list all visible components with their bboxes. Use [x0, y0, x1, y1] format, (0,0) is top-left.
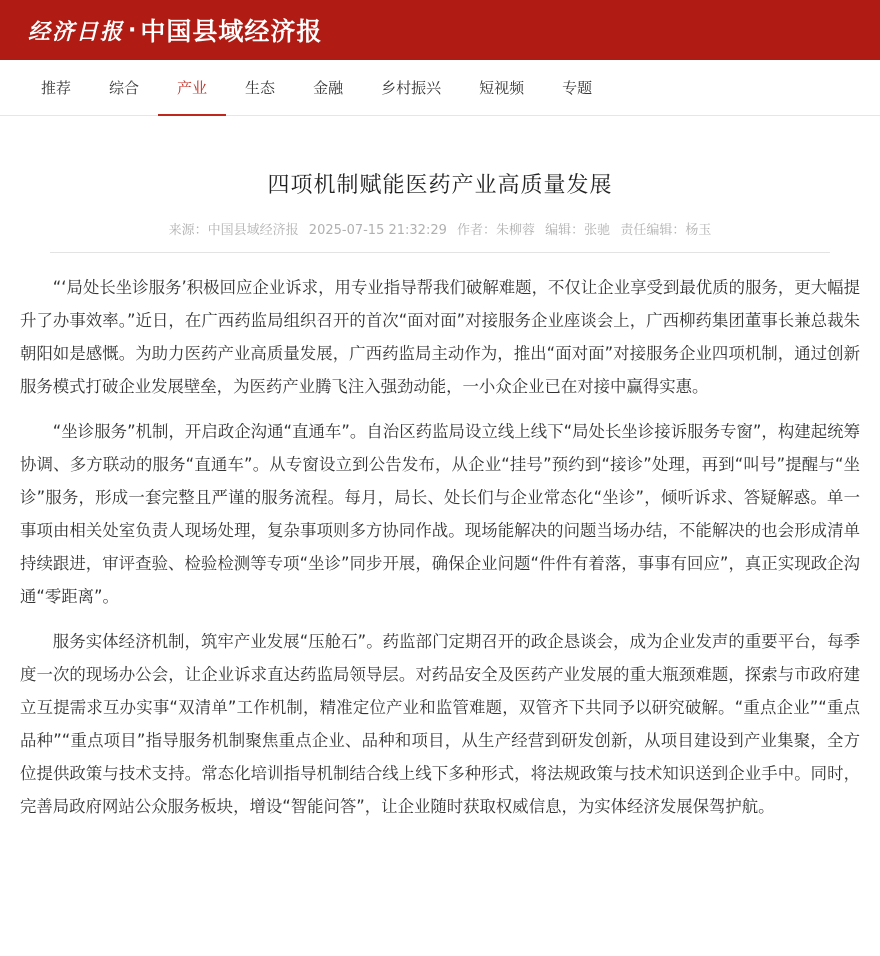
meta-datetime: 2025-07-15 21:32:29 [308, 223, 447, 238]
article-title: 四项机制赋能医药产业高质量发展 [267, 173, 613, 198]
brand-logo-script[interactable]: 经济日报 [28, 18, 125, 45]
nav-tab-rural-revitalization[interactable]: 乡村振兴 [381, 79, 442, 97]
nav-tab-recommend[interactable]: 推荐 [41, 79, 72, 97]
meta-source: 来源：中国县域经济报 [168, 223, 299, 238]
nav-tab-short-video[interactable]: 短视频 [479, 79, 525, 97]
article-body [20, 271, 860, 823]
site-header [0, 0, 880, 60]
brand-separator: · [128, 17, 137, 43]
meta-author: 作者：朱柳蓉 [457, 223, 536, 238]
nav-tab-industry[interactable]: 产业 [158, 60, 226, 115]
article-paragraph: “坐诊服务”机制，开启政企沟通“直通车”。自治区药监局设立线上线下“局处长坐诊接诉服务专窗”，构建起统筹协调、多方联动的服务“直通车”。从专窗设立到公告发布，从企业“挂号”预约到“接诊”处理，再到“叫号”提醒与“坐诊”服务，形成一套完整且严谨的服务流程。每月，局长、处长们与企业常态化“坐诊”，倾听诉求、答疑解惑。单一事项由相关处室负责人现场处理，复杂事项则多方协同作战。现场能解决的问题当场办结，不能解决的也会形成清单持续跟进，审评查验、检验检测等专项“坐诊”同步开展，确保企业问题“件件有着落，事事有回应”，真正实现政企沟通“零距离”。 [20, 422, 860, 606]
main-nav [0, 60, 880, 116]
brand-logo-title[interactable]: 中国县域经济报 [140, 17, 323, 46]
nav-tab-finance[interactable]: 金融 [313, 79, 344, 97]
title-divider [50, 252, 830, 253]
article-paragraph: “‘局处长坐诊服务’积极回应企业诉求，用专业指导帮我们破解难题，不仅让企业享受到最优质的服务，更大幅提升了办事效率。”近日，在广西药监局组织召开的首次“面对面”对接服务企业座谈会上，广西柳药集团董事长兼总裁朱朝阳如是感慨。为助力医药产业高质量发展，广西药监局主动作为，推出“面对面”对接服务企业四项机制，通过创新服务模式打破企业发展壁垒，为医药产业腾飞注入强劲动能，一小众企业已在对接中赢得实惠。 [20, 278, 860, 396]
article-paragraph: 服务实体经济机制，筑牢产业发展“压舱石”。药监部门定期召开的政企恳谈会，成为企业发声的重要平台，每季度一次的现场办公会，让企业诉求直达药监局领导层。对药品安全及医药产业发展的重大瓶颈难题，探索与市政府建立互提需求互办实事“双清单”工作机制，精准定位产业和监管难题，双管齐下共同予以研究破解。“重点企业”“重点品种”“重点项目”指导服务机制聚焦重点企业、品种和项目，从生产经营到研发创新，从项目建设到产业集聚，全方位提供政策与技术支持。常态化培训指导机制结合线上线下多种形式，将法规政策与技术知识送到企业手中。同时，完善局政府网站公众服务板块，增设“智能问答”，让企业随时获取权威信息，为实体经济发展保驾护航。 [20, 632, 860, 816]
meta-editor: 编辑：张驰 [545, 223, 611, 238]
nav-tab-topics[interactable]: 专题 [562, 79, 593, 97]
meta-chief-editor: 责任编辑：杨玉 [620, 223, 712, 238]
nav-tab-ecology[interactable]: 生态 [245, 79, 276, 97]
article [0, 168, 880, 823]
article-meta [20, 219, 860, 238]
nav-tab-general[interactable]: 综合 [109, 79, 140, 97]
